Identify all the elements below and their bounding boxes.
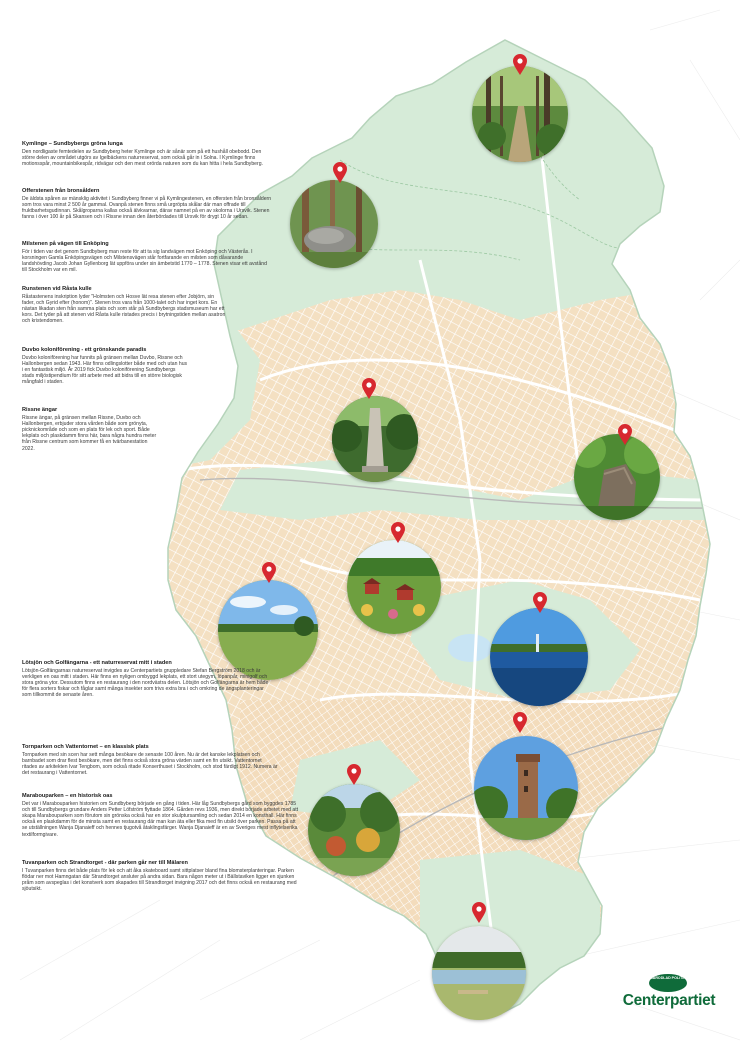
- photo-rune-stone[interactable]: [574, 434, 660, 520]
- section-title: Lötsjön och Golfängarna - ett naturreservat mitt i staden: [22, 660, 172, 666]
- section-title: Tornparken och Vattentornet – en klassisk plats: [22, 744, 149, 750]
- section-body: Tornparken med sin scen har sett många besökare de senaste 100 åren. Nu är det kanske lekplatsen och barnbadet som drar flest besökare, men det finns också stora gröna värden samt en fin utsikt. Vattentornet ritades av arkitekten Ivar Tengbom, som också ritade Konserthuset i Stockholm, och stod färdigt 1912. Numera är det restaurang i Vattentornet.: [22, 751, 278, 777]
- section-tuvanparken: [22, 860, 304, 892]
- section-lotsjon: [22, 660, 272, 699]
- section-body: De äldsta spåren av mänsklig aktivitet i Sundbyberg finner vi på Kymlingestenen, en offersten från bronsåldern som tros vara minst 2 500 år gammal. Ovanpå stenen finns små urgröpta skålar där man offrade till fruktbarhetsgudinnan. Skålgroparna kallas också älvkvarnar, därav namnet på en av skolorna i Ursvik. Stenen fanns i över 100 år på Skansen och i Rissne innan den återbördades till Ursvik för drygt 10 år sedan.: [22, 195, 272, 221]
- section-body: I Tuvanparken finns det både plats för lek och att åka skateboard samt sittplatser bland fina blomsterplanteringar. Parken flödar ner mot Hamngatan där Strandtorget ansluter på andra sidan. Bara någon meter ut i Bällstaviken ligger en sjunken pråm som avspeglas i det konstverk som skapades till Strandtorget invigning 2017 och det finns också en restaurang med sjöutsikt.: [22, 867, 297, 893]
- section-rissne: [22, 407, 160, 452]
- section-duvbo: [22, 347, 188, 386]
- photo-waterfront-park[interactable]: [432, 926, 526, 1020]
- centerpartiet-logo: [614, 972, 724, 1022]
- pin-allotment-gardens[interactable]: [390, 522, 406, 544]
- section-title: Rissne ängar: [22, 407, 58, 413]
- section-offerstenen: [22, 188, 280, 220]
- section-title: Milstenen på vägen till Enköping: [22, 241, 109, 247]
- section-title: Marabouparken – en historisk oas: [22, 793, 113, 799]
- pin-water-tower[interactable]: [512, 712, 528, 734]
- section-title: Runstenen vid Råsta kulle: [22, 286, 92, 292]
- section-body: Rissne ängar, på gränsen mellan Rissne, Duvbo och Hallonbergen, erbjuder stora vården både som grönyta, picknickområde och som en plats för lek och sport. Både lekplats och plaskdamm finns här, bara några hundra meter från Rissne centrum som kommer få en tvärbanestation 2022.: [22, 414, 157, 452]
- photo-milestone[interactable]: [332, 396, 418, 482]
- section-body: Den nordligaste femtedelen av Sundbyberg heter Kymlinge och är sånär som på ett hushåll obebodd. Den större delen av området utgörs av Igelbäckens naturreservat, som också går in i Solna. I Kymlinge finns motionsspår, mountainbikespår, ridvägar och den mest orörda naturen som du kan hitta i hela Sundbyberg.: [22, 148, 263, 167]
- section-body: Duvbo koloniförening har funnits på gränsen mellan Duvbo, Rissne och Hallonbergen sedan 1943. Här finns odlingslotter både med och utan hus i en fantastisk miljö. År 2019 fick Duvbo koloniförening Sundbybergs stads miljöstipendium för sitt arbete med att bidra till en större biologisk mångfald i staden.: [22, 354, 188, 386]
- section-milstenen: [22, 241, 272, 273]
- section-title: Tuvanparken och Strandtorget - där parken går ner till Mälaren: [22, 860, 188, 866]
- pin-milestone[interactable]: [361, 378, 377, 400]
- photo-lake-fountain[interactable]: [490, 608, 588, 706]
- section-body: Råstastenens inskription lyder "Holmsten och Hosve lät resa stenen efter Jobjörn, sin fader, och Gyrid efter (honom)". Stenen tros vara från 1000-talet och har inget kors. En nästan likadan sten från samma plats och som står på Sundbybergs stadsmuseum har ett kors. Det tyder på att stenen vid Råsta kulle ristades precis i brytningstiden mellan asatron och kristendomen.: [22, 293, 226, 325]
- pin-offering-stone[interactable]: [332, 162, 348, 184]
- pin-lake-fountain[interactable]: [532, 592, 548, 614]
- section-body: För i tiden var det genom Sundbyberg man reste för att ta sig landvägen mot Enköping och Västerås. I korsningen Gamla Enköpingsvägen och Milstensvägen står fortfarande en milsten som dåvarande landshövding Jacob Johan Gyllenborg lät uppföra under sin ämbetstid 1770 – 1778. Stenen visar ett avstånd till Stockholm var en mil.: [22, 248, 267, 274]
- pin-waterfront-park[interactable]: [471, 902, 487, 924]
- pin-meadow[interactable]: [261, 562, 277, 584]
- logo-badge-text: NÄRODLAD POLITIK: [650, 976, 686, 980]
- section-marabouparken: [22, 793, 300, 838]
- photo-water-tower[interactable]: [474, 736, 578, 840]
- section-body: Lötsjön-Golfängarnas naturreservat invigdes av Centerpartiets gruppledare Stefan Bergström 2018 och är verkligen en oas mitt i staden. Här finns en nyligen ombyggd lekplats, ett stort utegym, löpanpår, minigolf och stora gröna ytor. Dessutom finns en restaurang i den nordvästra delen. Lötsjön och Golfängarna är hem både för flera sorters fiskar och fåglar samt många insekter som trivs extra bra i och omkring de ängsplanteringar som tillkommit de senaste åren.: [22, 667, 269, 699]
- section-title: Offerstenen från bronsåldern: [22, 188, 100, 194]
- section-tornparken: [22, 744, 278, 776]
- pin-forest-path[interactable]: [512, 54, 528, 76]
- pin-park-garden[interactable]: [346, 764, 362, 786]
- photo-allotment-gardens[interactable]: [347, 540, 441, 634]
- logo-name: Centerpartiet: [622, 992, 716, 1009]
- section-kymlinge: [22, 141, 270, 167]
- section-title: Kymlinge – Sundbybergs gröna lunga: [22, 141, 123, 147]
- photo-offering-stone[interactable]: [290, 180, 378, 268]
- photo-forest-path[interactable]: [472, 66, 568, 162]
- pin-rune-stone[interactable]: [617, 424, 633, 446]
- section-title: Duvbo koloniförening - ett grönskande paradis: [22, 347, 147, 353]
- section-runstenen: [22, 286, 228, 325]
- clover-badge-icon: [648, 972, 688, 992]
- photo-park-garden[interactable]: [308, 784, 400, 876]
- section-body: Det var i Marabouparken historien om Sundbyberg började en gång i tiden. Här låg Sundbybergs gård som byggdes 1785 och till Sundbybergs grundare Anders Petter Löfström flyttade 1864. Gården revs 1936, men direkt började arbetet med att skapa Marabouparken som förutom sin grönska också har en stor skulptursamling och sedan 2014 en konsthall. Här finns också en plaskdamm för de minsta samt en restaurang där man kan äta eller fika med fin utsikt över parken. Passa på att se utställningen Wanja Djanaieff och hennes tjugotvå åtaklingsfärger. Wanja Djanaieff är en av Sveriges mest inflytelserika textilformgivare.: [22, 800, 299, 838]
